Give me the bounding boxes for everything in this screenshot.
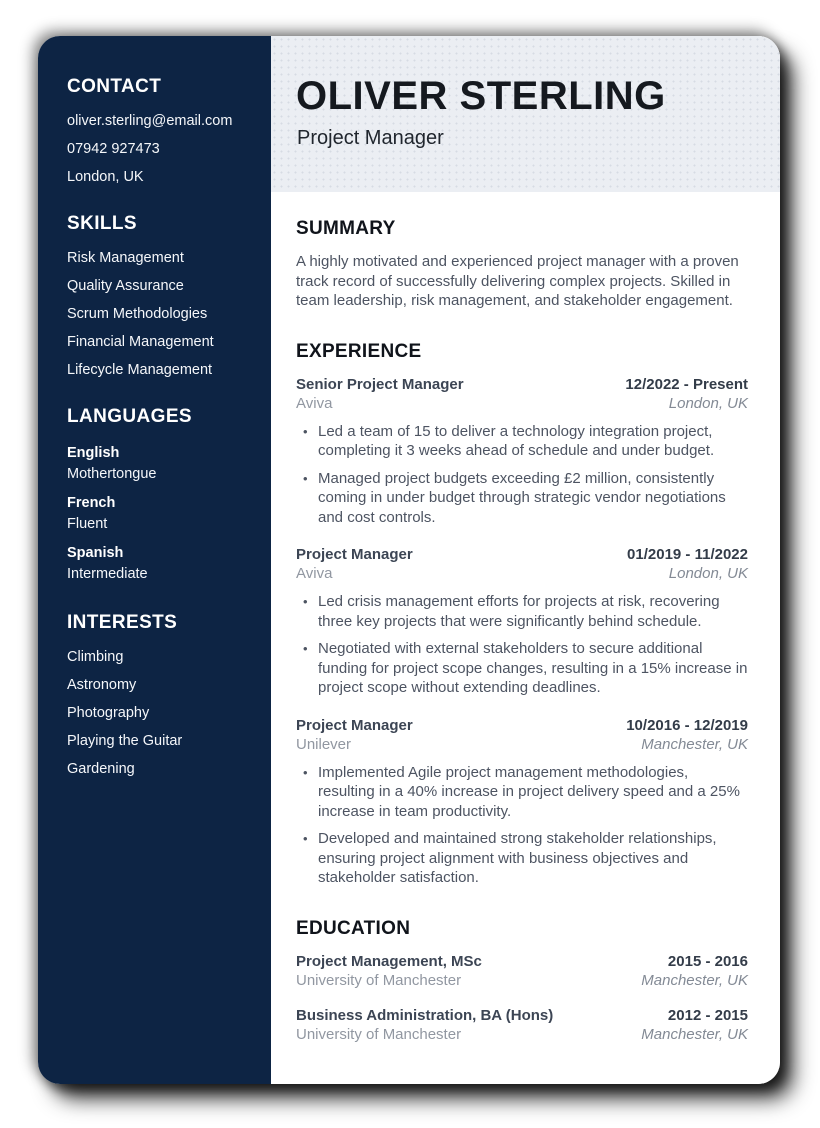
language-level: Intermediate [67, 566, 148, 582]
job-bullet: • Managed project budgets exceeding £2 million, consistently coming in under budget through strategic vendor negotiations and cost controls. [296, 469, 748, 528]
education-dates: 2015 - 2016 [667, 952, 748, 970]
job-location: London, UK [668, 394, 748, 412]
interest-item: Gardening [67, 761, 135, 777]
job-dates: 01/2019 - 11/2022 [627, 546, 748, 563]
job-company: Aviva [296, 565, 333, 582]
experience-section [296, 341, 748, 888]
contact-location: London, UK [67, 169, 144, 185]
summary-section [296, 218, 748, 311]
main-column [271, 36, 780, 1084]
education-location: Manchester, UK [641, 971, 748, 989]
job-dates: 12/2022 - Present [625, 375, 748, 393]
resume-header [271, 36, 780, 192]
interest-item: Photography [67, 705, 150, 721]
job-bullet: • Led a team of 15 to deliver a technology integration project, completing it 3 weeks ahead of schedule and under budget. [296, 422, 748, 461]
skills-section [67, 213, 251, 379]
education-title-row [296, 952, 748, 971]
language-item [67, 443, 251, 485]
candidate-name: OLIVER STERLING [296, 74, 666, 118]
job-title: Project Manager [296, 546, 413, 563]
job-entry [296, 716, 748, 888]
education-location: Manchester, UK [641, 1025, 748, 1043]
language-name: Spanish [67, 545, 124, 561]
education-dates: 2012 - 2015 [667, 1006, 748, 1024]
resume-content [271, 192, 780, 1084]
job-company-row [296, 735, 748, 755]
contact-section [67, 76, 251, 186]
job-title: Project Manager [296, 716, 413, 734]
interest-item: Astronomy [67, 677, 137, 693]
education-school-row [296, 1025, 748, 1045]
language-item [67, 543, 251, 585]
skill-item: Scrum Methodologies [67, 306, 208, 322]
education-school: University of Manchester [296, 1025, 462, 1043]
job-company-row [296, 394, 748, 414]
education-entry [296, 952, 748, 991]
language-name: French [67, 495, 116, 511]
job-company: Aviva [296, 394, 333, 412]
education-school: University of Manchester [296, 971, 462, 989]
job-title-row [296, 375, 748, 394]
job-dates: 10/2016 - 12/2019 [626, 716, 748, 734]
contact-email: oliver.sterling@email.com [67, 113, 233, 129]
skill-item: Financial Management [67, 334, 214, 350]
interests-heading: INTERESTS [67, 612, 178, 633]
languages-section [67, 406, 251, 585]
skill-item: Quality Assurance [67, 278, 184, 294]
language-name: English [67, 445, 120, 461]
summary-heading: SUMMARY [296, 218, 396, 239]
job-bullet: • Implemented Agile project management methodologies, resulting in a 40% increase in project delivery speed and a 25% increase in team productivity. [296, 763, 748, 822]
education-heading: EDUCATION [296, 917, 411, 939]
interests-section [67, 612, 251, 778]
language-level: Fluent [67, 516, 108, 532]
language-level: Mothertongue [67, 466, 157, 482]
contact-phone: 07942 927473 [67, 141, 160, 157]
education-degree: Project Management, MSc [296, 952, 482, 970]
job-title-row [296, 716, 748, 735]
job-company: Unilever [296, 735, 352, 753]
languages-heading: LANGUAGES [67, 406, 192, 427]
job-title: Senior Project Manager [296, 375, 464, 393]
interest-item: Climbing [67, 649, 124, 665]
language-item [67, 493, 251, 535]
candidate-role: Project Manager [297, 127, 444, 149]
job-location: Manchester, UK [641, 735, 748, 753]
job-entry [296, 545, 748, 698]
job-company-row [296, 564, 748, 584]
job-title-row [296, 545, 748, 564]
skill-item: Lifecycle Management [67, 362, 213, 378]
job-bullets [296, 592, 748, 698]
summary-text: A highly motivated and experienced project manager with a proven track record of successfully delivering complex projects. Skilled in team leadership, risk management, and stakeholder engagement. [296, 253, 739, 309]
job-bullets [296, 422, 748, 528]
job-entry [296, 375, 748, 528]
sidebar [38, 36, 271, 1084]
experience-heading: EXPERIENCE [296, 340, 422, 362]
education-school-row [296, 971, 748, 991]
education-title-row [296, 1006, 748, 1025]
education-section [296, 918, 748, 1045]
skill-item: Risk Management [67, 250, 184, 266]
job-bullet: • Led crisis management efforts for projects at risk, recovering three key projects that were significantly behind schedule. [296, 592, 748, 631]
education-degree: Business Administration, BA (Hons) [296, 1006, 554, 1024]
education-entry [296, 1006, 748, 1045]
resume-card [38, 36, 780, 1084]
job-location: London, UK [668, 565, 748, 582]
interest-item: Playing the Guitar [67, 733, 183, 749]
job-bullets [296, 763, 748, 888]
contact-heading: CONTACT [67, 76, 162, 97]
skills-heading: SKILLS [67, 213, 137, 234]
job-bullet: • Developed and maintained strong stakeholder relationships, ensuring project alignment with business objectives and stakeholder satisfaction. [296, 829, 748, 888]
job-bullet: • Negotiated with external stakeholders to secure additional funding for project scope changes, resulting in a 15% increase in project scope without extending deadlines. [296, 639, 748, 698]
